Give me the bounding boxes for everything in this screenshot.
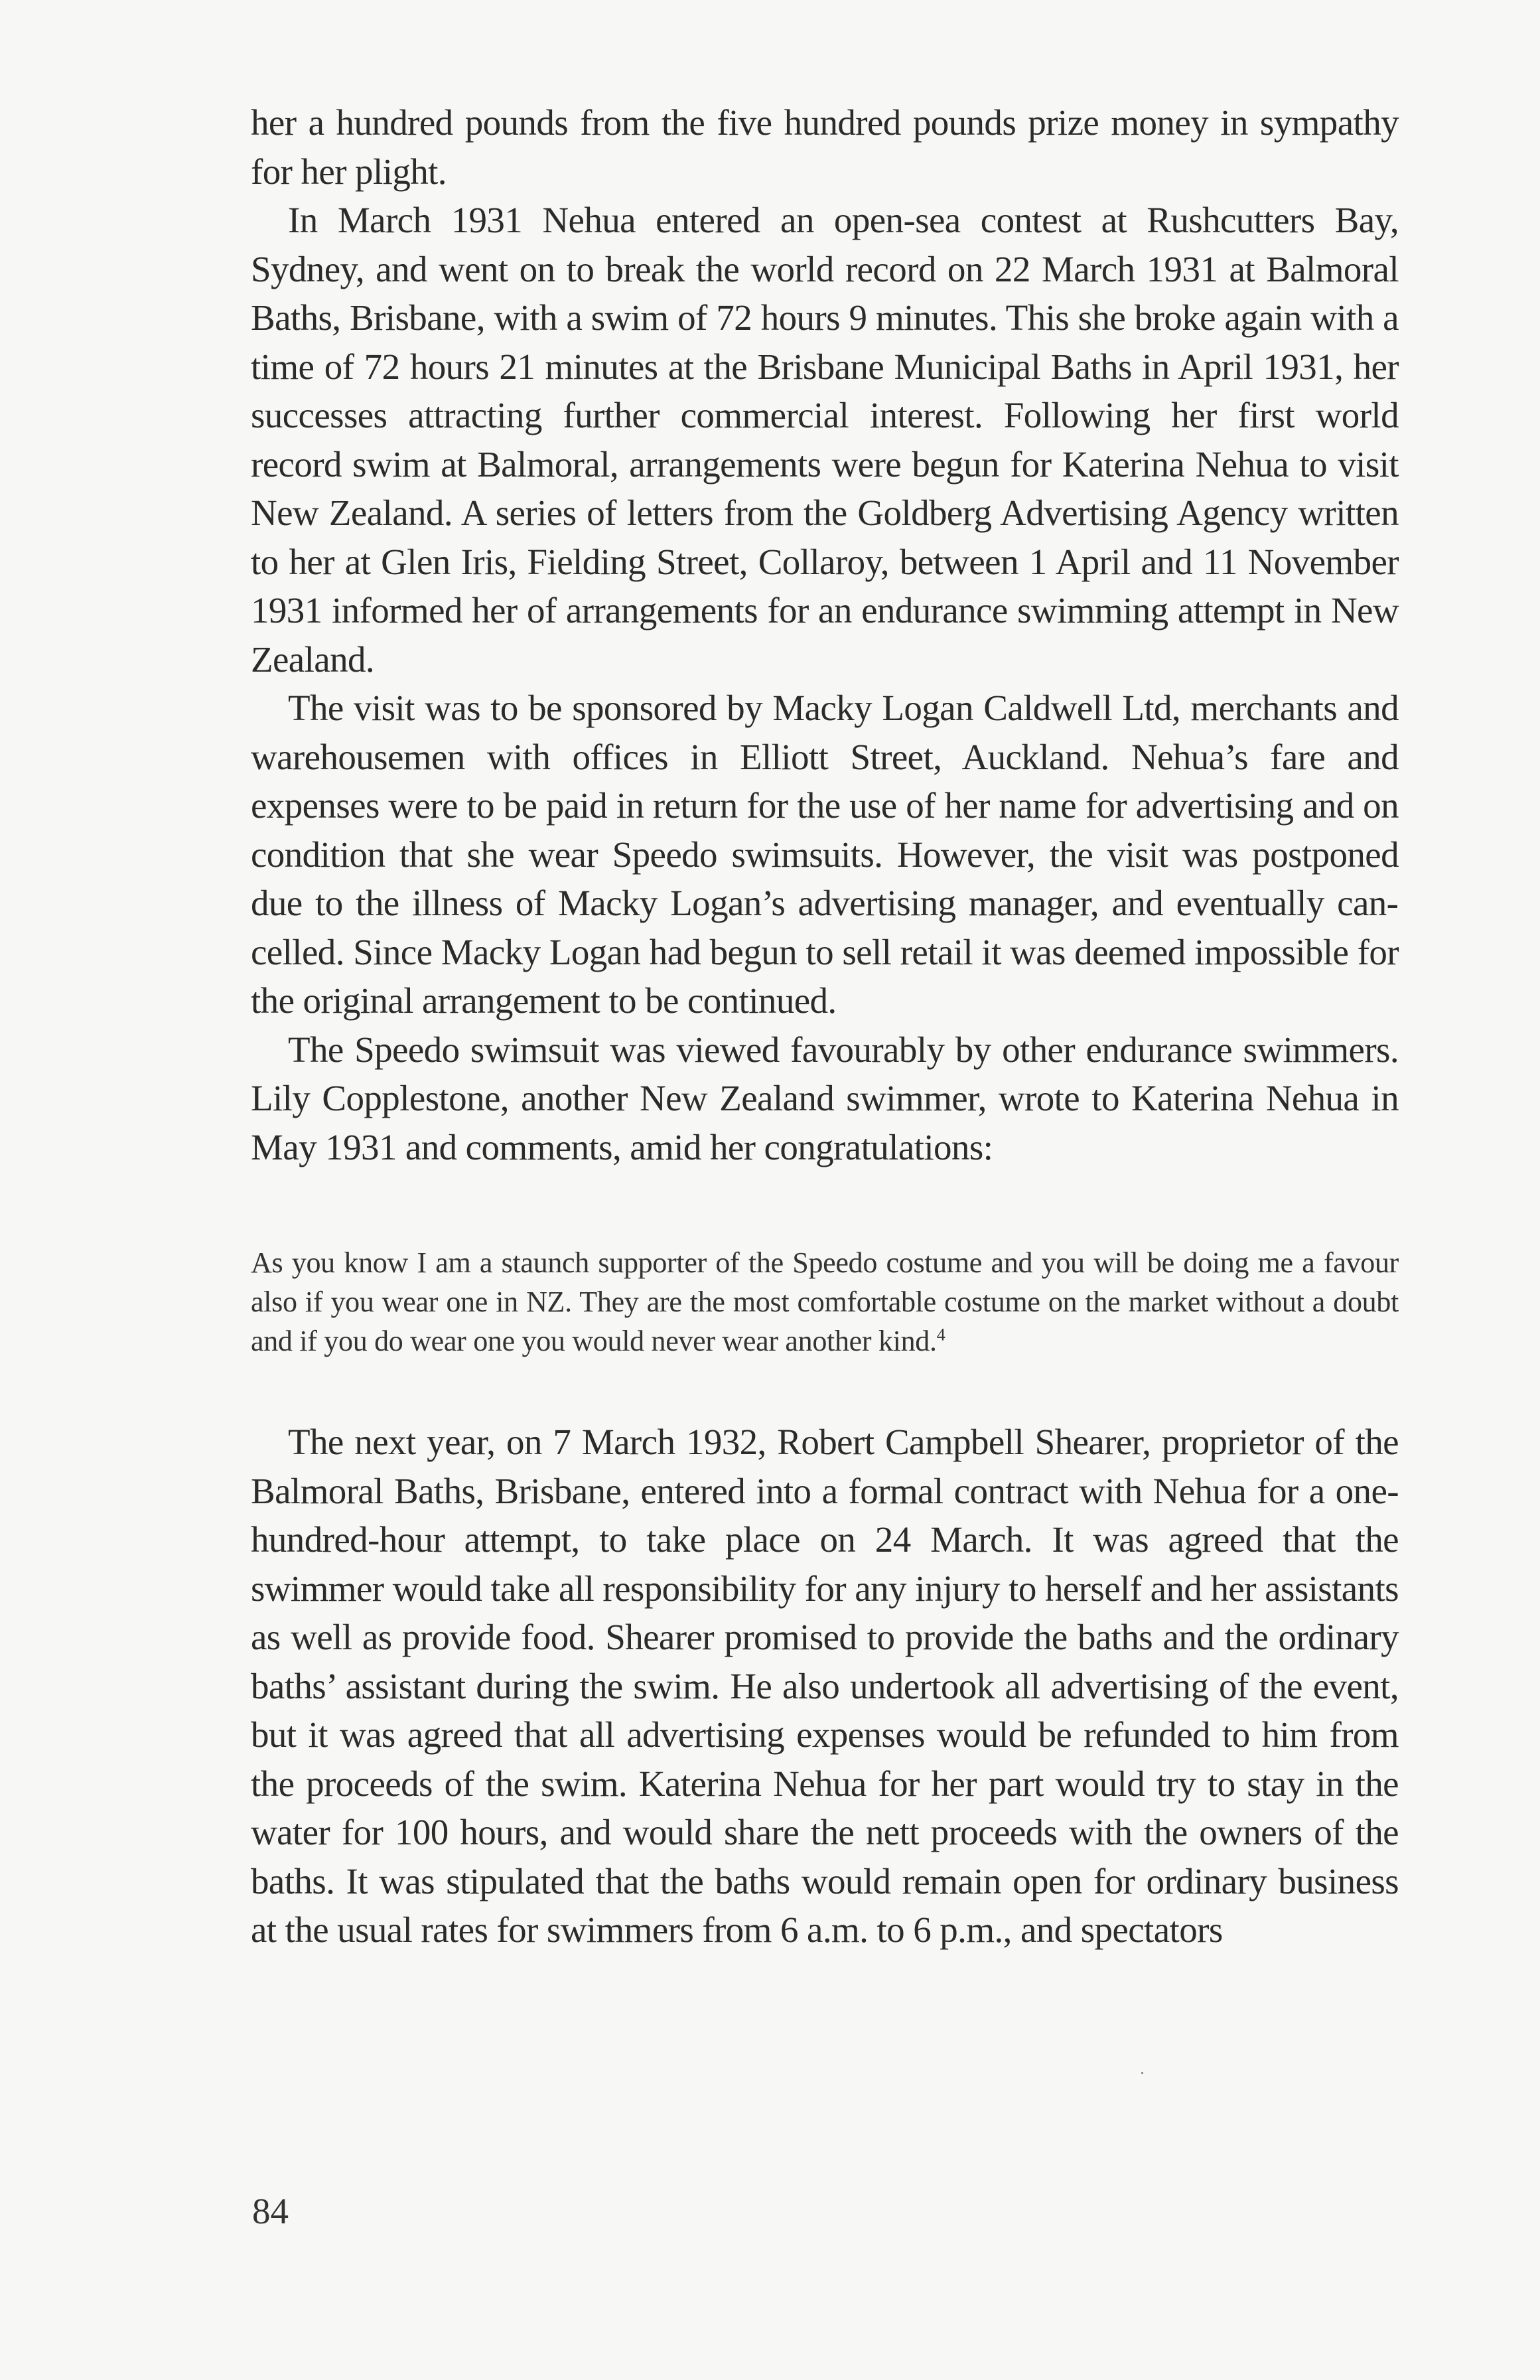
- footnote-reference: 4: [936, 1325, 945, 1345]
- paragraph-sponsorship: The visit was to be sponsored by Macky Logan Caldwell Ltd, merchants and warehousemen with offices in Elliott Street, Auckland. Nehua’s fare and expenses were to be paid in return for the use of her name for advertising and on condition that she wear Speedo swimsuits. However, the visit was postponed due to the illness of Macky Logan’s advertising manager, and eventually cancelled. Since Macky Logan had begun to sell retail it was deemed impossible for the original arrangement to be continued.: [251, 688, 1399, 1021]
- paragraph-continuation: her a hundred pounds from the five hundred pounds prize money in sympathy for her plight.: [251, 102, 1399, 192]
- quote-text: As you know I am a staunch supporter of the Speedo costume and you will be doing me a favour also if you wear one in NZ. They are the most comfortable costume on the market without a doubt and if you do wear one you would never wear another kind.: [251, 1246, 1399, 1357]
- block-quote: [251, 1243, 1399, 1361]
- paragraph-speedo-swimsuit: The Speedo swimsuit was viewed favourably by other endurance swimmers. Lily Copplestone, another New Zealand swimmer, wrote to Katerina Nehua in May 1931 and comments, amid her congratulations:: [251, 1029, 1399, 1167]
- paragraph-contract: The next year, on 7 March 1932, Robert Campbell Shearer, proprietor of the Balmoral Baths, Brisbane, entered into a formal contract with Nehua for a one-hundred-hour attempt, to take place on 24 March. It was agreed that the swimmer would take all responsibility for any injury to herself and her assistants as well as provide food. Shearer promised to provide the baths and the ordinary baths’ assistant during the swim. He also undertook all advertising of the event, but it was agreed that all advertising expenses would be refunded to him from the proceeds of the swim. Katerina Nehua for her part would try to stay in the water for 100 hours, and would share the nett proceeds with the owners of the baths. It was stipulated that the baths would remain open for ordinary business at the usual rates for swimmers from 6 a.m. to 6 p.m., and spectators: [251, 1422, 1399, 1950]
- page-number: 84: [252, 2191, 289, 2231]
- paragraph-record-swims: In March 1931 Nehua entered an open-sea contest at Rushcutters Bay, Sydney, and went on to break the world record on 22 March 1931 at Balmoral Baths, Brisbane, with a swim of 72 hours 9 minutes. This she broke again with a time of 72 hours 21 minutes at the Brisbane Municipal Baths in April 1931, her successes attracting further commercial interest. Following her first world record swim at Balmoral, arrangements were begun for Katerina Nehua to visit New Zealand. A series of letters from the Goldberg Advertising Agency written to her at Glen Iris, Fielding Street, Collaroy, between 1 April and 11 November 1931 informed her of arrangements for an endurance swimming attempt in New Zealand.: [251, 200, 1399, 680]
- page-body: [251, 98, 1399, 1955]
- paper-speck: [1141, 2072, 1143, 2074]
